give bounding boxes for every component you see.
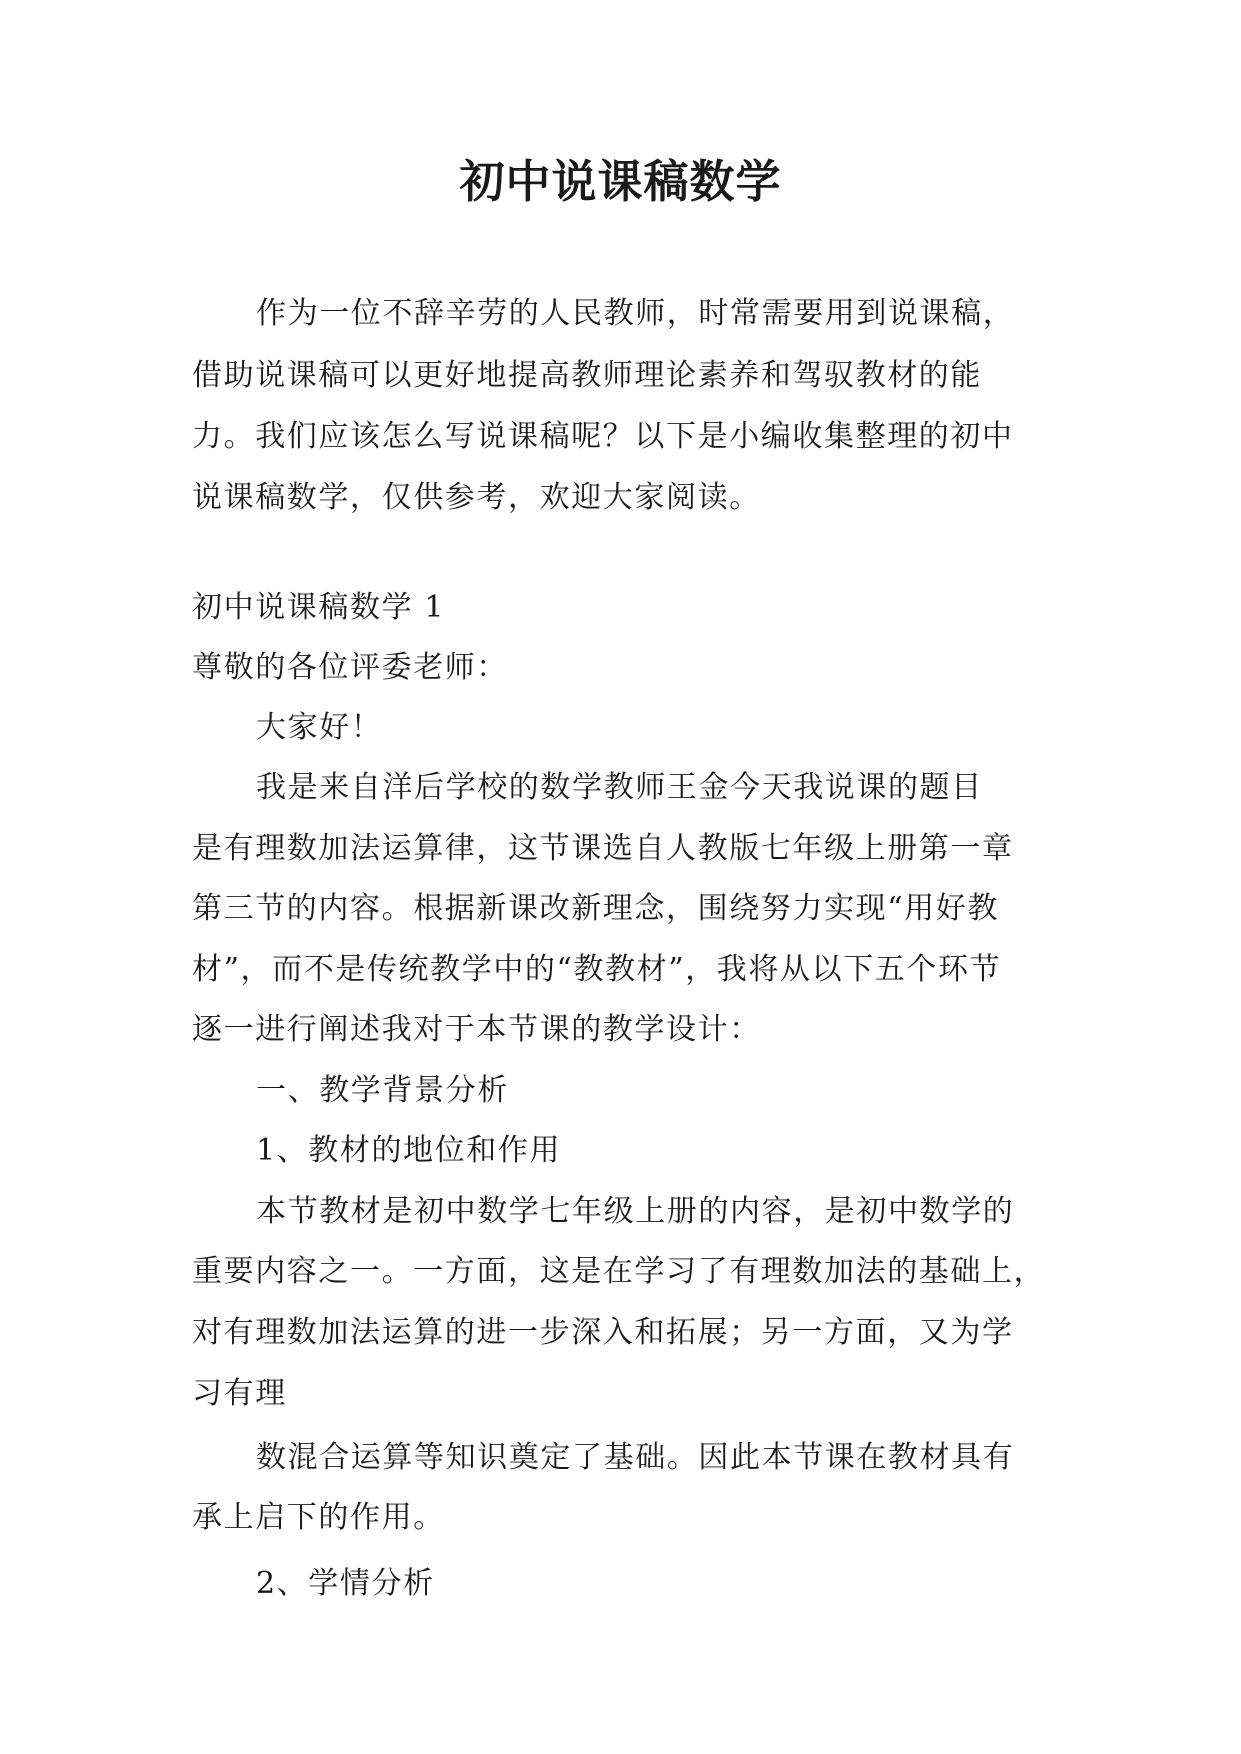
greeting: 大家好！ bbox=[256, 710, 383, 745]
heading-1-1: 1、教材的地位和作用 bbox=[256, 1133, 562, 1168]
para2-line-4: 习有理 bbox=[192, 1376, 287, 1411]
heading-1-2: 2、学情分析 bbox=[256, 1566, 435, 1601]
para2-line-1: 本节教材是初中数学七年级上册的内容，是初中数学的 bbox=[256, 1194, 1015, 1229]
salutation: 尊敬的各位评委老师： bbox=[192, 650, 508, 685]
intro-line-2: 借助说课稿可以更好地提高教师理论素养和驾驭教材的能 bbox=[192, 358, 982, 393]
para3-line-1: 数混合运算等知识奠定了基础。因此本节课在教材具有 bbox=[256, 1440, 1015, 1475]
para2-line-3: 对有理数加法运算的进一步深入和拓展；另一方面，又为学 bbox=[192, 1315, 1014, 1350]
document-title: 初中说课稿数学 bbox=[459, 155, 782, 208]
para1-line-3: 第三节的内容。根据新课改新理念，围绕努力实现“用好教 bbox=[192, 891, 999, 926]
section-heading: 初中说课稿数学 1 bbox=[192, 590, 446, 625]
heading-1: 一、教学背景分析 bbox=[256, 1073, 509, 1108]
para1-line-1: 我是来自洋后学校的数学教师王金今天我说课的题目 bbox=[256, 770, 983, 805]
para1-line-2: 是有理数加法运算律，这节课选自人教版七年级上册第一章 bbox=[192, 831, 1014, 866]
para1-line-4: 材”，而不是传统教学中的“教教材”，我将从以下五个环节 bbox=[192, 952, 1002, 987]
intro-line-3: 力。我们应该怎么写说课稿呢？以下是小编收集整理的初中 bbox=[192, 419, 1014, 454]
para3-line-2: 承上启下的作用。 bbox=[192, 1500, 445, 1535]
intro-line-4: 说课稿数学，仅供参考，欢迎大家阅读。 bbox=[192, 480, 761, 515]
para1-line-5: 逐一进行阐述我对于本节课的教学设计： bbox=[192, 1012, 761, 1047]
intro-line-1: 作为一位不辞辛劳的人民教师，时常需要用到说课稿， bbox=[256, 296, 1015, 331]
para2-line-2: 重要内容之一。一方面，这是在学习了有理数加法的基础上， bbox=[192, 1254, 1046, 1289]
